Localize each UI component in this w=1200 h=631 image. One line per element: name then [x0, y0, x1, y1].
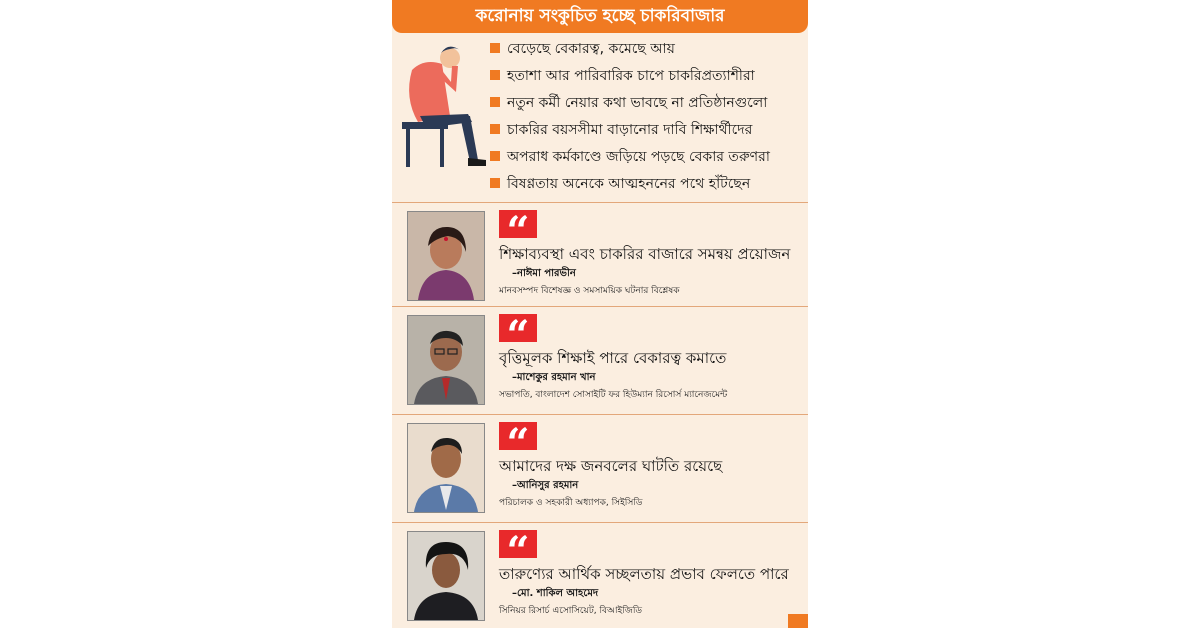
quote-author-role: পরিচালক ও সহকারী অধ্যাপক, সিইসিডি: [499, 498, 643, 508]
quote-author-role: মানবসম্পদ বিশেষজ্ঞ ও সমসাময়িক ঘটনার বিশ্লেষক: [499, 286, 680, 296]
bullet-item: বিষণ্ণতায় অনেকে আত্মহননের পথে হাঁটছেন: [490, 171, 806, 198]
quote-mark-icon: “: [499, 530, 537, 558]
quote-text: আমাদের দক্ষ জনবলের ঘাটতি রয়েছে: [499, 457, 723, 475]
portrait-photo: [407, 423, 485, 513]
portrait-photo: [407, 315, 485, 405]
quote-author-role: সিনিয়র রিসার্চ এসোসিয়েট, বিআইজিডি: [499, 606, 643, 616]
quote-author-role: সভাপতি, বাংলাদেশ সোসাইটি ফর হিউম্যান রিসোর্স ম্যানেজমেন্ট: [499, 390, 728, 400]
corner-accent: [788, 614, 808, 628]
sitting-person-illustration: [398, 36, 496, 168]
quote-mark-icon: “: [499, 210, 537, 238]
quote-mark-icon: “: [499, 314, 537, 342]
portrait-photo: [407, 531, 485, 621]
quote-text: শিক্ষাব্যবস্থা এবং চাকরির বাজারে সমন্বয় প্রয়োজন: [499, 245, 791, 263]
bullet-item: অপরাধ কর্মকাণ্ডে জড়িয়ে পড়ছে বেকার তরুণরা: [490, 144, 806, 171]
bullet-square-icon: [490, 70, 500, 80]
quote-block: [392, 415, 808, 523]
bullet-square-icon: [490, 97, 500, 107]
bullet-list: [490, 36, 806, 198]
bullet-square-icon: [490, 178, 500, 188]
bullet-item: নতুন কর্মী নেয়ার কথা ভাবছে না প্রতিষ্ঠানগুলো: [490, 90, 806, 117]
quote-text: বৃত্তিমূলক শিক্ষাই পারে বেকারত্ব কমাতে: [499, 349, 727, 367]
quote-text: তারুণ্যের আর্থিক সচ্ছলতায় প্রভাব ফেলতে পারে: [499, 565, 789, 583]
portrait-photo: [407, 211, 485, 301]
quote-block: [392, 307, 808, 415]
quote-author: –আনিসুর রহমান: [512, 480, 579, 491]
bullet-item: বেড়েছে বেকারত্ব, কমেছে আয়: [490, 36, 806, 63]
quote-author: –মাশেকুর রহমান খান: [512, 372, 596, 383]
quote-block: [392, 523, 808, 631]
infographic-title: করোনায় সংকুচিত হচ্ছে চাকরিবাজার: [392, 0, 808, 33]
bullet-square-icon: [490, 151, 500, 161]
quote-mark-icon: “: [499, 422, 537, 450]
bullet-square-icon: [490, 124, 500, 134]
quote-block: [392, 203, 808, 311]
quote-author: –মো. শাকিল আহমেদ: [512, 588, 599, 599]
infographic-card: [392, 0, 808, 628]
bullet-item: হতাশা আর পারিবারিক চাপে চাকরিপ্রত্যাশীরা: [490, 63, 806, 90]
bullet-square-icon: [490, 43, 500, 53]
bullet-item: চাকরির বয়সসীমা বাড়ানোর দাবি শিক্ষার্থীদের: [490, 117, 806, 144]
quote-author: –নাঈমা পারভীন: [512, 268, 576, 279]
